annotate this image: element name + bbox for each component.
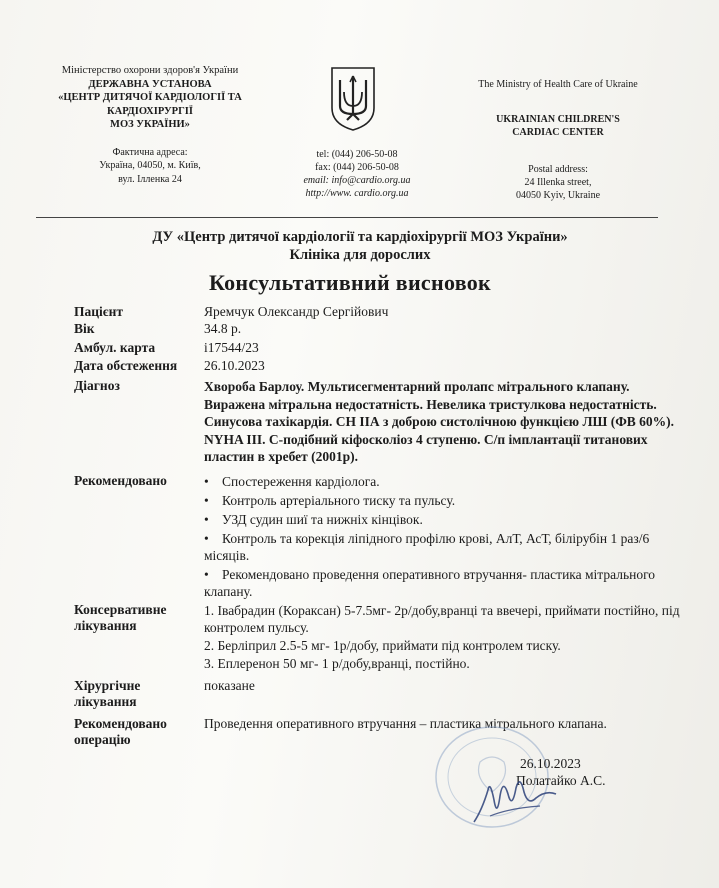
diagnosis-label: Діагноз: [74, 378, 120, 393]
operation-value: Проведення оперативного втручання – пластика мітрального клапана.: [204, 716, 607, 731]
header-divider: [36, 217, 658, 218]
address-en-line3: 04050 Kyiv, Ukraine: [515, 190, 601, 201]
signature-date: 26.10.2023: [520, 756, 581, 771]
signature-icon: [470, 770, 560, 830]
conservative-treatment-list: [204, 602, 684, 673]
address-ua: [34, 146, 266, 187]
institution-ua-line1: ДЕРЖАВНА УСТАНОВА: [88, 78, 212, 90]
card-number: i17544/23: [204, 340, 259, 355]
list-item-text: Контроль та корекція ліпідного профілю крові, АлТ, АсТ, білірубін 1 раз/6 місяців.: [204, 531, 650, 563]
operation-label-line2: операцію: [74, 732, 131, 747]
list-item-text: Спостереження кардіолога.: [222, 474, 380, 489]
ministry-ua: Міністерство охорони здоров'я України: [61, 65, 239, 76]
list-item: 3. Еплеренон 50 мг- 1 р/добу,вранці, постійно.: [204, 656, 470, 671]
clinic-department: Клініка для дорослих: [289, 247, 431, 263]
address-en-line1: Postal address:: [528, 164, 588, 175]
address-en: [458, 163, 658, 202]
contacts-block: [282, 148, 432, 200]
diagnosis-text: Хвороба Барлоу. Мультисегментарний пролапс мітрального клапану. Виражена мітральна недостатність. Невелика тристулкова недостатність. Синусова тахікардія. СН ІІА з доброю систолічною функцією ЛШ (ФВ 60%). NYHA III. С-подібний кіфосколіоз 4 ступеню. С/п імплантації титанових пластин в хребет (2001р).: [204, 379, 675, 464]
address-ua-line1: Фактична адреса:: [112, 146, 188, 158]
list-item: • УЗД судин шиї та нижніх кінцівок.: [204, 512, 423, 527]
clinic-heading: [60, 228, 660, 264]
recommendations-list: [204, 473, 689, 602]
center-name-en-line1: UKRAINIAN CHILDREN'S: [496, 114, 620, 125]
surgical-label-line2: лікування: [74, 694, 137, 709]
address-ua-line2: Україна, 04050, м. Київ,: [99, 160, 201, 171]
list-item: • Контроль та корекція ліпідного профілю крові, АлТ, АсТ, білірубін 1 раз/6 місяців.: [204, 531, 650, 563]
phone-number: tel: (044) 206-50-08: [316, 149, 398, 160]
recommended-label: Рекомендовано: [74, 473, 167, 488]
header-left-block: [34, 64, 266, 186]
conservative-label-line2: лікування: [74, 618, 137, 633]
signer-name: Полатайко А.С.: [516, 773, 606, 788]
address-en-line2: 24 Illenka street,: [524, 177, 592, 188]
exam-date-label: Дата обстеження: [74, 358, 178, 373]
fax-number: fax: (044) 206-50-08: [315, 162, 399, 173]
ministry-en: The Ministry of Health Care of Ukraine: [478, 79, 638, 90]
website-address: http://www. cardio.org.ua: [305, 188, 409, 199]
email-address: email: info@cardio.org.ua: [303, 175, 411, 186]
center-name-en: [458, 113, 658, 139]
institution-ua-line4: МОЗ УКРАЇНИ»: [110, 119, 190, 130]
surgical-label-line1: Хірургічне: [74, 678, 141, 693]
header-right-block: [458, 78, 658, 202]
list-item: • Спостереження кардіолога.: [204, 474, 380, 489]
patient-label: Пацієнт: [74, 304, 124, 319]
operation-label: [74, 716, 167, 748]
address-ua-line3: вул. Ілленка 24: [118, 173, 182, 185]
surgical-label: [74, 678, 140, 710]
list-item: 2. Берліприл 2.5-5 мг- 1р/добу, приймати під контролем тиску.: [204, 638, 561, 653]
exam-date: 26.10.2023: [204, 358, 265, 373]
document-title: Консультативний висновок: [208, 270, 492, 295]
card-label: Амбул. карта: [74, 340, 156, 355]
list-item: 1. Івабрадин (Кораксан) 5-7.5мг- 2р/добу,вранці та ввечері, приймати постійно, під контролем пульсу.: [204, 603, 680, 635]
age-label: Вік: [74, 321, 95, 336]
list-item-text: УЗД судин шиї та нижніх кінцівок.: [222, 512, 423, 527]
clinic-name: ДУ «Центр дитячої кардіології та кардіохірургії МОЗ України»: [152, 229, 568, 245]
conservative-label: [74, 602, 166, 634]
trident-emblem-icon: [330, 66, 376, 132]
conservative-label-line1: Консервативне: [74, 602, 167, 617]
institution-ua-line3: КАРДІОХІРУРГІЇ: [107, 105, 193, 117]
patient-name: Яремчук Олександр Сергійович: [204, 304, 389, 319]
age-value: 34.8 р.: [204, 321, 242, 336]
operation-label-line1: Рекомендовано: [74, 716, 167, 731]
list-item: • Рекомендовано проведення оперативного втручання- пластика мітрального клапану.: [204, 567, 656, 599]
surgical-value: показане: [204, 678, 255, 693]
center-name-en-line2: CARDIAC CENTER: [512, 127, 604, 138]
list-item-text: Контроль артеріального тиску та пульсу.: [222, 493, 456, 508]
list-item: • Контроль артеріального тиску та пульсу.: [204, 493, 456, 508]
list-item-text: Рекомендовано проведення оперативного втручання- пластика мітрального клапану.: [204, 567, 656, 599]
institution-ua-line2: «ЦЕНТР ДИТЯЧОЇ КАРДІОЛОГІЇ ТА: [58, 92, 242, 103]
